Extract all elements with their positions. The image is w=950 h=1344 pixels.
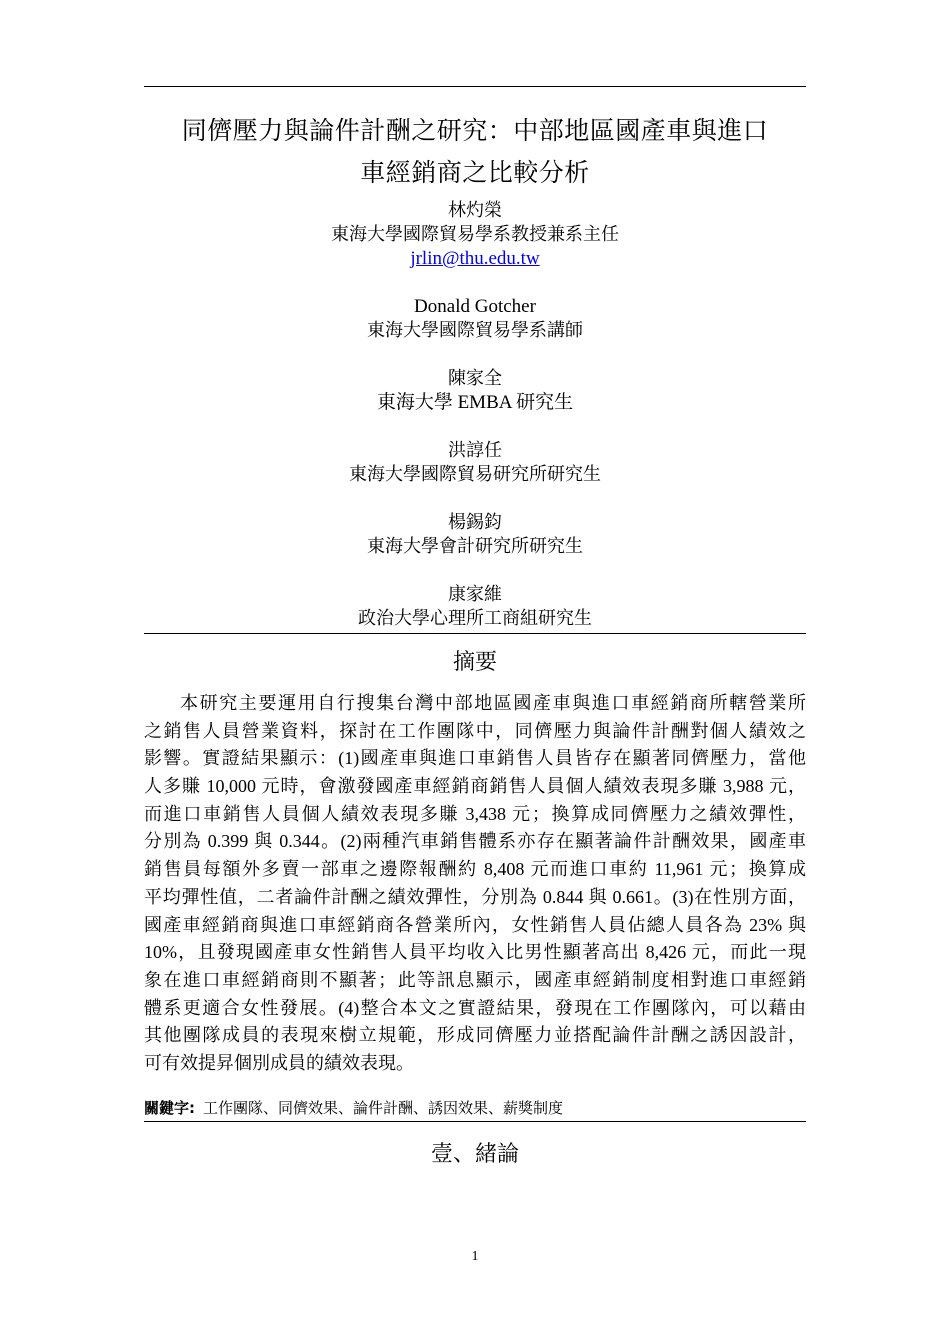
abstract-line: 國產車經銷商與進口車經銷商各營業所內，女性銷售人員佔總人員各為 23% 與	[144, 914, 806, 935]
author-affiliation: 東海大學 EMBA 研究生	[376, 392, 574, 413]
abstract-line: 銷售員每額外多賣一部車之邊際報酬約 8,408 元而進口車約 11,961 元；換算成	[144, 859, 806, 880]
author-affiliation: 東海大學國際貿易學系講師	[367, 320, 583, 341]
abstract-line: 象在進口車經銷商則不顯著；此等訊息顯示，國產車經銷制度相對進口車經銷	[144, 969, 806, 990]
keywords-label: 關鍵字:	[144, 1099, 195, 1117]
section-heading: 壹、緒論	[430, 1142, 519, 1167]
keywords-bottom-rule	[144, 1121, 806, 1122]
abstract-line: 影響。實證結果顯示：(1)國產車與進口車銷售人員皆存在顯著同儕壓力，當他	[144, 748, 806, 769]
keywords-text: 工作團隊、同儕效果、論件計酬、誘因效果、薪獎制度	[203, 1099, 564, 1117]
abstract-body	[144, 690, 806, 1078]
author-affiliation: 政治大學心理所工商組研究生	[358, 608, 592, 629]
keywords	[144, 1097, 806, 1119]
paper-title-line-1: 同儕壓力與論件計酬之研究：中部地區國產車與進口	[181, 116, 769, 145]
abstract-line: 可有效提昇個別成員的績效表現。	[144, 1052, 414, 1073]
paper-title-line-2: 車經銷商之比較分析	[360, 158, 590, 187]
author-email-link[interactable]: jrlin@thu.edu.tw	[410, 248, 540, 269]
author-affiliation: 東海大學國際貿易研究所研究生	[349, 464, 601, 485]
abstract-top-rule	[144, 633, 806, 634]
abstract-line: 人多賺 10,000 元時，會激發國產車經銷商銷售人員個人績效表現多賺 3,988 元，	[144, 776, 806, 797]
author-affiliation: 東海大學會計研究所研究生	[367, 536, 583, 557]
abstract-line: 本研究主要運用自行搜集台灣中部地區國產車與進口車經銷商所轄營業所	[180, 693, 806, 713]
abstract-line: 之銷售人員營業資料，探討在工作團隊中，同儕壓力與論件計酬對個人績效之	[144, 720, 806, 741]
author-name: 陳家全	[448, 368, 502, 389]
abstract-heading: 摘要	[452, 650, 497, 675]
author-name: 洪諄任	[448, 440, 502, 461]
author-name: Donald Gotcher	[414, 296, 536, 317]
abstract-line: 其他團隊成員的表現來樹立規範，形成同儕壓力並搭配論件計酬之誘因設計，	[144, 1025, 806, 1046]
abstract-line: 10%，且發現國產車女性銷售人員平均收入比男性顯著高出 8,426 元，而此一現	[144, 942, 806, 963]
abstract-line: 而進口車銷售人員個人績效表現多賺 3,438 元；換算成同儕壓力之績效彈性，	[144, 803, 806, 824]
author-email-line	[144, 247, 806, 271]
author-affiliation: 東海大學國際貿易學系教授兼系主任	[331, 224, 619, 245]
paper-page	[144, 0, 806, 1344]
author-name: 康家維	[448, 584, 502, 605]
abstract-line: 體系更適合女性發展。(4)整合本文之實證結果，發現在工作團隊內，可以藉由	[144, 997, 806, 1018]
page-number: 1	[471, 1249, 479, 1264]
abstract-line: 分別為 0.399 與 0.344。(2)兩種汽車銷售體系亦存在顯著論件計酬效果，國產車	[144, 831, 806, 852]
top-rule	[144, 86, 806, 87]
author-name: 楊錫鈞	[448, 512, 502, 533]
author-name: 林灼榮	[448, 200, 502, 221]
abstract-line: 平均彈性值，二者論件計酬之績效彈性，分別為 0.844 與 0.661。(3)在性別方面，	[144, 886, 806, 907]
